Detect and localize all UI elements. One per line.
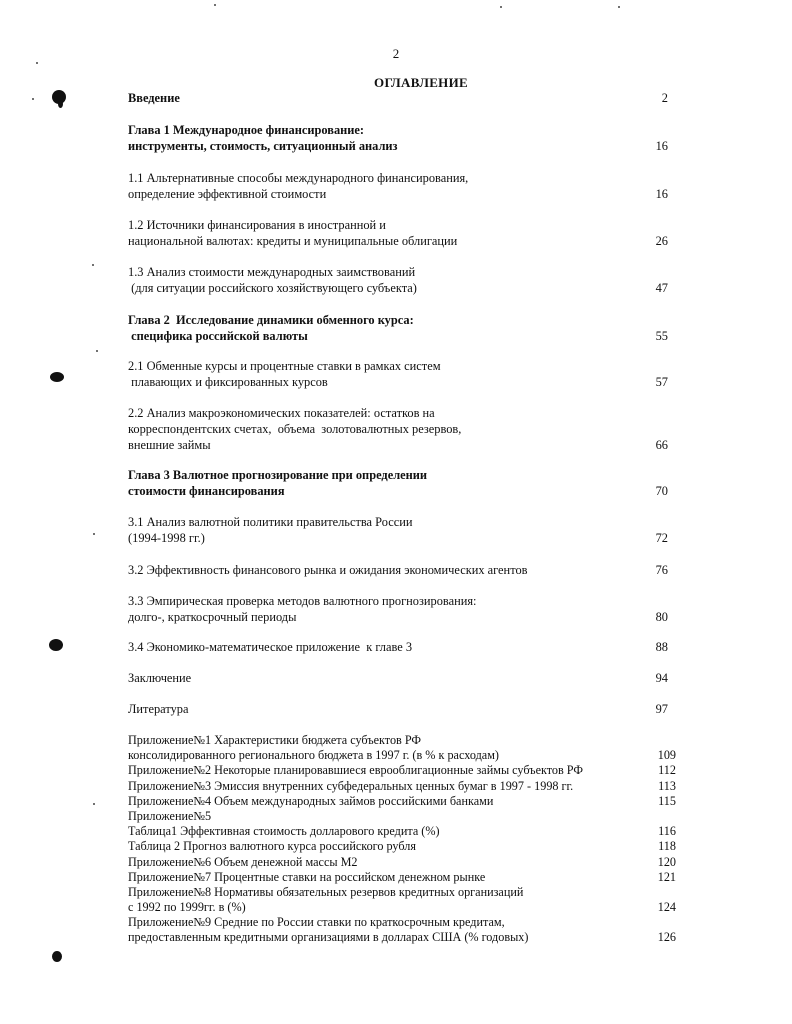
toc-entry xyxy=(128,701,684,717)
appendix-list xyxy=(128,733,684,946)
appendix-page: 115 xyxy=(658,793,676,808)
toc-entry xyxy=(128,593,684,625)
toc-entry-page: 57 xyxy=(655,375,668,389)
toc-entry xyxy=(128,670,684,686)
toc-entry-line: 3.2 Эффективность финансового рынка и ожидания экономических агентов xyxy=(128,563,528,577)
appendix-row xyxy=(128,794,684,809)
scan-blot xyxy=(52,951,62,962)
toc-entry-page: 76 xyxy=(655,563,668,577)
appendix-row xyxy=(128,855,684,870)
appendix-text: Приложение№4 Объем международных займов российскими банками xyxy=(128,793,494,808)
toc-title: ОГЛАВЛЕНИЕ xyxy=(374,75,468,90)
appendix-row xyxy=(128,885,684,900)
appendix-page: 112 xyxy=(658,763,676,778)
appendix-row xyxy=(128,809,684,824)
toc-entry-line: 1.1 Альтернативные способы международного финансирования, xyxy=(128,171,469,185)
appendix-page: 118 xyxy=(658,839,676,854)
toc-entry-line: национальной валютах: кредиты и муниципальные облигации xyxy=(128,234,458,248)
appendix-page: 124 xyxy=(657,900,676,915)
toc-entry-line: 2.1 Обменные курсы и процентные ставки в рамках систем xyxy=(128,359,441,373)
toc-entry-line: (для ситуации российского хозяйствующего субъекта) xyxy=(128,281,417,295)
toc-entry-line: долго-, краткосрочный периоды xyxy=(128,610,297,624)
appendix-page: 109 xyxy=(657,748,676,763)
appendix-row xyxy=(128,763,684,778)
appendix-row xyxy=(128,824,684,839)
toc-entry-page: 47 xyxy=(655,281,668,295)
page-number: 2 xyxy=(392,46,400,61)
appendix-page: 126 xyxy=(657,930,676,945)
appendix-text: Приложение№8 Нормативы обязательных резервов кредитных организаций xyxy=(128,884,524,899)
toc-entry-line: 3.3 Эмпирическая проверка методов валютного прогнозирования: xyxy=(128,594,477,608)
toc-entry-line: Глава 1 Международное финансирование: xyxy=(128,123,365,137)
appendix-text: Приложение№3 Эмиссия внутренних субфедеральных ценных бумаг в 1997 - 1998 гг. xyxy=(128,778,574,793)
appendix-text: Приложение№6 Объем денежной массы М2 xyxy=(128,854,358,869)
toc-entry-line: корреспондентских счетах, объема золотовалютных резервов, xyxy=(128,422,462,436)
toc-entry-line: 3.4 Экономико-математическое приложение к главе 3 xyxy=(128,640,413,654)
scan-dot xyxy=(500,6,502,8)
toc-entry-line: Литература xyxy=(128,702,189,716)
toc-entry xyxy=(128,170,684,202)
toc-entry xyxy=(128,358,684,390)
scan-dot xyxy=(32,98,34,100)
appendix-row xyxy=(128,779,684,794)
toc-entry-page: 55 xyxy=(655,329,668,343)
toc-entry-page: 16 xyxy=(655,139,668,153)
appendix-row xyxy=(128,733,684,748)
toc-entry-line: Глава 3 Валютное прогнозирование при определении xyxy=(128,468,428,482)
toc-entry-page: 26 xyxy=(655,234,668,248)
scan-blot xyxy=(50,372,64,382)
appendix-row xyxy=(128,915,684,930)
appendix-text: Приложение№2 Некоторые планировавшиеся еврооблигационные займы субъектов РФ xyxy=(128,763,583,778)
toc-entry xyxy=(128,639,684,655)
toc-entry-line: инструменты, стоимость, ситуационный анализ xyxy=(128,139,398,153)
appendix-page: 116 xyxy=(658,824,676,839)
scan-dot xyxy=(96,350,98,352)
toc-entry-page: 70 xyxy=(655,484,668,498)
toc-entry xyxy=(128,217,684,249)
appendix-row xyxy=(128,930,684,945)
toc-entry-page: 88 xyxy=(655,640,668,654)
toc-entry xyxy=(128,122,684,154)
appendix-page: 120 xyxy=(657,854,676,869)
appendix-row xyxy=(128,900,684,915)
appendix-row xyxy=(128,748,684,763)
appendix-text: с 1992 по 1999гг. в (%) xyxy=(128,900,246,915)
appendix-row xyxy=(128,839,684,854)
appendix-text: Приложение№1 Характеристики бюджета субъектов РФ xyxy=(128,733,422,747)
toc-entry-page: 72 xyxy=(655,531,668,545)
toc-entry-line: 2.2 Анализ макроэкономических показателей: остатков на xyxy=(128,406,435,420)
toc-entry-line: определение эффективной стоимости xyxy=(128,187,327,201)
toc-entry-line: 1.2 Источники финансирования в иностранной и xyxy=(128,218,386,232)
toc-entry-line: (1994-1998 гг.) xyxy=(128,531,205,545)
scan-dot xyxy=(93,533,95,535)
toc-entry-line: 3.1 Анализ валютной политики правительства России xyxy=(128,515,413,529)
appendix-text: Таблица 2 Прогноз валютного курса российского рубля xyxy=(128,839,416,854)
scan-blot xyxy=(49,639,63,651)
toc-entry-page: 80 xyxy=(655,610,668,624)
appendix-row xyxy=(128,870,684,885)
toc-entry xyxy=(128,514,684,546)
appendix-page: 113 xyxy=(658,778,676,793)
appendix-text: Приложение№7 Процентные ставки на российском денежном рынке xyxy=(128,869,486,884)
toc-entry-line: плавающих и фиксированных курсов xyxy=(128,375,328,389)
scan-blot xyxy=(58,100,63,108)
appendix-page: 121 xyxy=(657,869,676,884)
toc-entry xyxy=(128,467,684,499)
toc-entry-page: 2 xyxy=(661,91,668,105)
appendix-text: Приложение№5 xyxy=(128,808,212,823)
appendix-text: Приложение№9 Средние по России ставки по краткосрочным кредитам, xyxy=(128,915,505,930)
toc-entry-line: специфика российской валюты xyxy=(128,329,308,343)
toc-entry xyxy=(128,405,684,453)
toc-entry xyxy=(128,264,684,296)
scan-dot xyxy=(36,62,38,64)
toc-entry-line: стоимости финансирования xyxy=(128,484,285,498)
appendix-text: Таблица1 Эффективная стоимость долларового кредита (%) xyxy=(128,824,440,839)
scan-dot xyxy=(618,6,620,8)
scan-dot xyxy=(93,803,95,805)
toc-entry-page: 97 xyxy=(655,702,668,716)
toc-entry xyxy=(128,90,684,106)
appendix-text: предоставленным кредитными организациями в долларах США (% годовых) xyxy=(128,930,529,945)
scan-dot xyxy=(214,4,216,6)
toc-entry-page: 66 xyxy=(655,438,668,452)
toc-entry xyxy=(128,312,684,344)
toc-entry-line: Введение xyxy=(128,91,180,105)
toc-entry-line: Глава 2 Исследование динамики обменного курса: xyxy=(128,313,414,327)
scan-dot xyxy=(92,264,94,266)
appendix-text: консолидированного регионального бюджета в 1997 г. (в % к расходам) xyxy=(128,748,499,763)
toc-entry-page: 94 xyxy=(655,671,668,685)
toc-entry xyxy=(128,562,684,578)
toc-entry-line: 1.3 Анализ стоимости международных заимствований xyxy=(128,265,416,279)
toc-entry-line: внешние займы xyxy=(128,438,211,452)
toc-entry-page: 16 xyxy=(655,187,668,201)
toc-entry-line: Заключение xyxy=(128,671,192,685)
